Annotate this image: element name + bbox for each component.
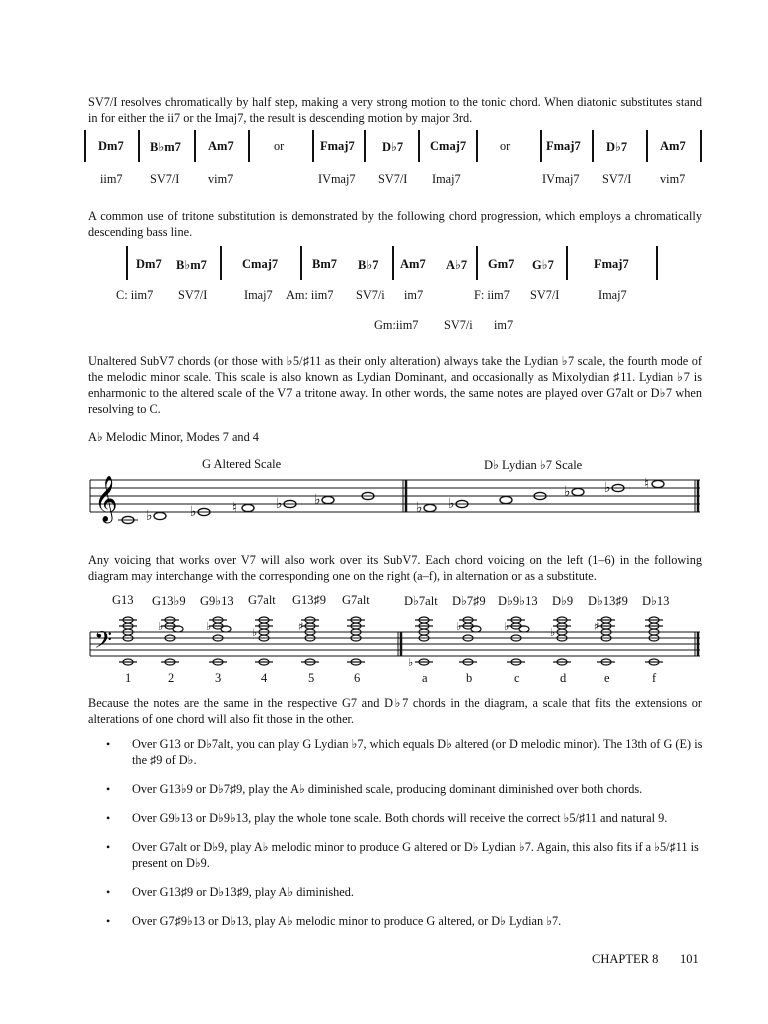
voicing-labels [0,671,768,689]
svg-text:♭: ♭ [550,626,556,639]
chord-symbol: Fmaj7 [594,257,629,271]
chord-symbol: Am7 [208,139,234,153]
svg-text:♯: ♯ [298,620,304,633]
voicings-staff [86,610,708,670]
voicing-number: 5 [308,671,315,685]
chord-progression-2 [0,246,768,336]
paragraph-tritone: A common use of tritone substitution is demonstrated by the following chord progression, which employs a chromatically descending bass line. [88,209,702,239]
svg-text:♭: ♭ [448,496,455,512]
list-item: • Over G13♯9 or D♭13♯9, play A♭ diminished. [106,885,354,899]
svg-text:♭: ♭ [206,620,212,633]
analysis-label: Gm:iim7 [374,318,419,332]
voicing-number: 2 [168,671,175,685]
list-item: • Over G7alt or D♭9, play A♭ melodic minor to produce G altered or D♭ Lydian ♭7. Again, this also fits if a ♭5/♯11 is present on D♭9. [106,840,699,870]
voicing-number: 3 [215,671,222,685]
chord-symbol: G7alt [342,593,370,607]
list-item: • Over G7♯9♭13 or D♭13, play A♭ melodic minor to produce G altered, or D♭ Lydian ♭7. [106,914,562,928]
scale-label-left: G Altered Scale [202,457,282,471]
list-item: • Over G9♭13 or D♭9♭13, play the whole tone scale. Both chords will receive the correct ♭5/♯11 and natural 9. [106,811,668,825]
chord-symbol: G♭7 [532,258,554,272]
treble-clef-icon: 𝄞 [94,476,118,522]
roman-numeral: SV7/I [150,172,180,186]
analysis-label: SV7/i [356,288,385,302]
svg-text:♭: ♭ [416,500,423,516]
chord-symbol: B♭m7 [176,258,207,272]
svg-text:♭: ♭ [158,620,164,633]
paragraph-lydian: Unaltered SubV7 chords (or those with ♭5/♯11 as their only alteration) always take the Lydian ♭7 scale, the fourth mode of the melodic minor scale. This scale is also known as Lydian Dominant, and occasionally as Mixolydian ♯11. Lydian ♭7 is enharmonic to the altered scale of the V7 a tritone away. In other words, the same notes are played over G7alt or D♭7 when resolving to C. [88,354,702,416]
chord-symbol: D♭7♯9 [452,594,486,608]
chord-symbol: G9♭13 [200,594,234,608]
voicing-number: 6 [354,671,361,685]
voicing-number: 1 [125,671,132,685]
analysis-label: im7 [404,288,424,302]
chord-symbol: D♭7 [606,140,628,154]
scales-staff [86,468,708,532]
svg-text:♭: ♭ [604,480,611,496]
voicing-letter: b [466,671,473,685]
chord-symbol: G7alt [248,593,276,607]
svg-text:♯: ♯ [594,620,600,633]
chapter-label: CHAPTER 8 [592,952,659,966]
page-number: 101 [680,952,699,966]
svg-text:♭: ♭ [190,504,197,520]
chord-symbol: Fmaj7 [546,139,581,153]
chord-symbol: D♭7alt [404,594,438,608]
chord-symbol: Dm7 [98,139,124,153]
chord-progression-1 [0,130,768,190]
paragraph-voicings: Any voicing that works over V7 will also work over its SubV7. Each chord voicing on the left (1–6) in the following diagram may interchange with the corresponding one on the right (a–f), in alternation or as a substitute. [88,553,702,583]
svg-text:♭: ♭ [146,508,153,524]
svg-text:♭: ♭ [408,656,414,669]
roman-numeral: iim7 [100,172,123,186]
or-label: or [500,139,511,153]
svg-text:♭: ♭ [276,496,283,512]
chord-symbol: Cmaj7 [242,257,279,271]
scale-choice-list [100,736,706,929]
svg-text:♭: ♭ [314,492,321,508]
or-label: or [274,139,285,153]
chord-symbol: Fmaj7 [320,139,355,153]
voicing-chord-row [0,593,768,611]
roman-numeral: SV7/I [378,172,408,186]
chord-symbol: Cmaj7 [430,139,467,153]
chord-symbol: Dm7 [136,257,162,271]
analysis-label: Imaj7 [598,288,627,302]
chord-symbol: D♭9♭13 [498,594,538,608]
analysis-label: F: iim7 [474,288,510,302]
svg-text:♭: ♭ [252,626,258,639]
roman-numeral: IVmaj7 [318,172,356,186]
voicing-letter: d [560,671,567,685]
analysis-label: SV7/i [444,318,473,332]
scale-label-right: D♭ Lydian ♭7 Scale [484,458,583,472]
roman-numeral: vim7 [208,172,234,186]
svg-text:♮: ♮ [644,476,650,492]
voicing-number: 4 [261,671,268,685]
analysis-label: Imaj7 [244,288,273,302]
voicing-letter: f [652,671,657,685]
svg-text:♮: ♮ [232,500,238,516]
analysis-label: SV7/I [178,288,208,302]
chord-symbol: A♭7 [446,258,468,272]
analysis-label: C: iim7 [116,288,154,302]
paragraph-intro: SV7/I resolves chromatically by half step, making a very strong motion to the tonic chord. When diatonic substitutes stand in for either the ii7 or the Imaj7, the result is descending motion by major 3rd. [88,95,702,125]
paragraph-same-notes: Because the notes are the same in the respective G7 and D♭7 chords in the diagram, a scale that fits the extensions or alterations of one chord will also fit those in the other. [88,696,702,726]
analysis-label: Am: iim7 [286,288,334,302]
chord-symbol: B♭7 [358,258,379,272]
voicing-letter: a [422,671,428,685]
svg-text:♭: ♭ [504,620,510,633]
list-item: • Over G13♭9 or D♭7♯9, play the A♭ diminished scale, producing dominant diminished over both chords. [106,782,643,796]
roman-numeral: SV7/I [602,172,632,186]
chord-symbol: D♭9 [552,594,574,608]
chord-symbol: D♭13 [642,594,670,608]
svg-text:♭: ♭ [456,620,462,633]
analysis-label: SV7/I [530,288,560,302]
chord-symbol: Am7 [660,139,686,153]
chord-symbol: G13♭9 [152,594,186,608]
chord-symbol: B♭m7 [150,140,181,154]
chord-symbol: G13♯9 [292,593,327,607]
chord-symbol: D♭7 [382,140,404,154]
chord-symbol: Am7 [400,257,426,271]
voicing-letter: c [514,671,520,685]
chord-symbol: Bm7 [312,257,337,271]
chord-symbol: D♭13♯9 [588,594,628,608]
chord-symbol: Gm7 [488,257,515,271]
list-item: • Over G13 or D♭7alt, you can play G Lydian ♭7, which equals D♭ altered (or D melodic minor). The 13th of G (E) is the ♯9 of D♭. [106,737,703,767]
roman-numeral: Imaj7 [432,172,461,186]
scales-caption: A♭ Melodic Minor, Modes 7 and 4 [88,430,259,444]
chord-symbol: G13 [112,593,134,607]
svg-text:♭: ♭ [564,484,571,500]
analysis-label: im7 [494,318,514,332]
bass-clef-icon: 𝄢 [94,626,113,659]
roman-numeral: IVmaj7 [542,172,580,186]
roman-numeral: vim7 [660,172,686,186]
voicing-letter: e [604,671,610,685]
